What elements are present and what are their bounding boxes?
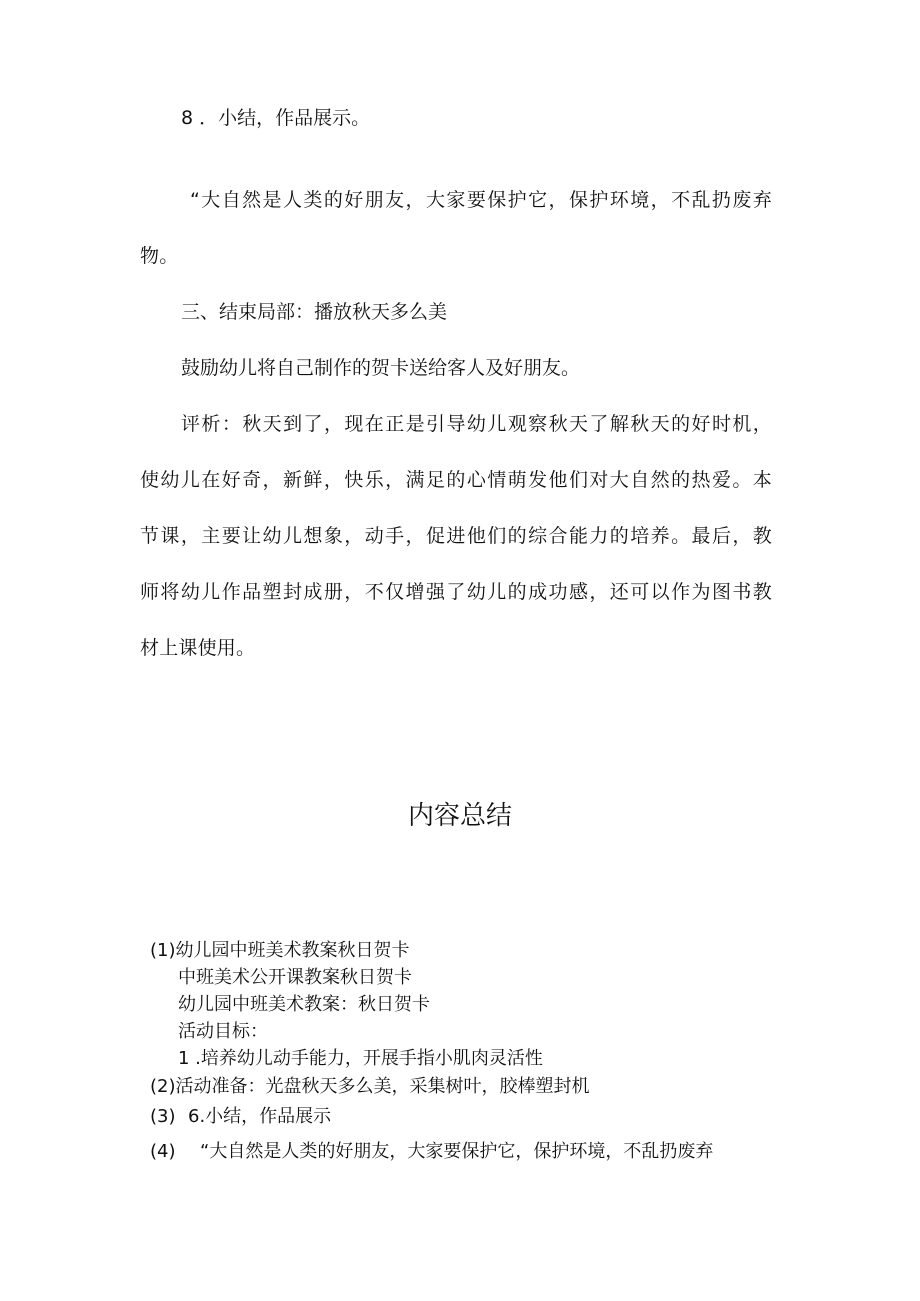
comment-line: 评析：秋天到了，现在正是引导幼儿观察秋天了解秋天的好时机， [181,413,772,435]
encourage-paragraph: 鼓励幼儿将自己制作的贺卡送给客人及好朋友。 [181,357,581,379]
summary-item-number: (3) [150,1106,176,1127]
comment-line: 使幼儿在好奇，新鲜，快乐，满足的心情萌发他们对大自然的热爱。本 [140,469,772,491]
step-summary: 8 ．小结，作品展示。 [181,107,371,129]
summary-item-1-sub: 活动目标： [178,1021,268,1042]
section-end-heading: 三、结束局部：播放秋天多么美 [181,301,448,323]
summary-item-text: 6.小结，作品展示 [188,1106,332,1127]
summary-item-1-sub: 中班美术公开课教案秋日贺卡 [178,967,412,988]
summary-item-2 [150,1076,590,1098]
comment-line: 节课，主要让幼儿想象，动手，促进他们的综合能力的培养。最后，教 [140,525,772,547]
quote-line-1: “大自然是人类的好朋友，大家要保护它，保护环境，不乱扔废弃 [190,189,772,211]
summary-item-3 [150,1106,331,1128]
summary-item-1 [150,940,410,962]
summary-item-1-sub: 幼儿园中班美术教案：秋日贺卡 [178,994,430,1015]
summary-item-text: “大自然是人类的好朋友，大家要保护它，保护环境，不乱扔废弃 [200,1141,714,1162]
summary-item-text: 幼儿园中班美术教案秋日贺卡 [175,940,410,961]
summary-item-number: (4) [150,1141,176,1162]
summary-item-1-sub: 1 .培养幼儿动手能力，开展手指小肌肉灵活性 [178,1048,543,1069]
summary-heading: 内容总结 [407,801,512,831]
summary-item-number: (2) [150,1076,176,1097]
summary-item-4 [150,1141,713,1163]
summary-item-number: (1) [150,940,176,961]
quote-line-2: 物。 [140,245,179,267]
comment-line: 材上课使用。 [140,637,256,659]
summary-item-text: 活动准备：光盘秋天多么美，采集树叶，胶棒塑封机 [175,1076,590,1097]
comment-line: 师将幼儿作品塑封成册，不仅增强了幼儿的成功感，还可以作为图书教 [140,581,772,603]
